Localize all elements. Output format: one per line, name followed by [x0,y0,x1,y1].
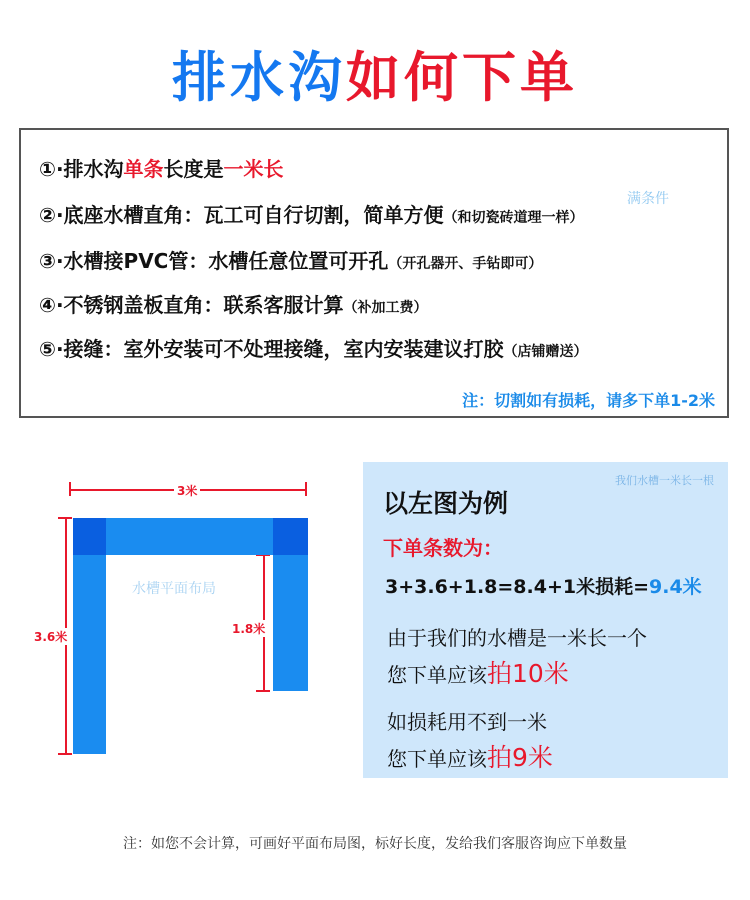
watermark: 满条件 [627,191,669,207]
left-corner [73,518,106,555]
rule-note: （和切瓷砖道理一样） [443,210,584,226]
example-small-note: 我们水槽一米长一根 [615,474,714,487]
rule-number: ⑤ [39,337,56,361]
rule-note: （补加工费） [343,300,428,316]
rule-number: ③ [39,249,56,273]
example-line-1: 由于我们的水槽是一米长一个 [387,626,647,650]
rule-number: ① [39,157,56,181]
right-corner [273,518,308,555]
example-line-4 [387,738,553,774]
rule-text: ·水槽接PVC管：水槽任意位置可开孔 [55,249,389,273]
formula-result: 9.4米 [649,576,702,598]
rule-text: ·接缝：室外安装可不处理接缝，室内安装建议打胶 [55,337,504,361]
title-part1: 排水沟 [172,46,346,109]
right-dimension-tick-bottom [256,690,270,692]
rule-2 [39,202,584,231]
title-part2: 如何下单 [346,46,578,109]
right-dimension-label: 1.8米 [232,622,266,636]
top-dimension-tick-left [69,482,71,496]
top-dimension-label: 3米 [174,482,200,499]
rule-3 [39,248,542,277]
rule-text: ·不锈钢盖板直角：联系客服计算 [55,293,344,317]
example-line-3: 如损耗用不到一米 [387,710,547,734]
layout-label: 水槽平面布局 [132,581,216,597]
rule-text: 长度是 [163,157,224,181]
rule-number: ② [39,203,56,227]
rule-text: ·底座水槽直角：瓦工可自行切割，简单方便 [55,203,444,227]
rules-box [19,128,729,418]
formula-text: 3+3.6+1.8=8.4+1米损耗= [385,576,650,598]
example-line-2 [387,654,569,690]
example-title: 以左图为例 [383,489,509,518]
loss-note: 注：切割如有损耗，请多下单1-2米 [462,391,715,410]
rule-note: （店铺赠送） [503,344,588,360]
rule-note: （开孔器开、手钻即可） [388,256,543,272]
rule-text: ·排水沟 [55,157,124,181]
rule-highlight: 单条 [123,157,164,181]
line-highlight: 拍10米 [487,659,569,688]
rule-number: ④ [39,293,56,317]
example-formula [385,572,702,599]
footer-note: 注：如您不会计算，可画好平面布局图，标好长度，发给我们客服咨询应下单数量 [123,836,627,852]
left-dimension-tick-bottom [58,753,72,755]
left-dimension-label: 3.6米 [34,630,68,644]
line-prefix: 您下单应该 [387,747,487,771]
line-highlight: 拍9米 [487,743,553,772]
line-prefix: 您下单应该 [387,663,487,687]
rule-highlight: 一米长 [223,157,284,181]
left-dimension-tick-top [58,517,72,519]
page-title [0,48,750,108]
rule-4 [39,292,428,321]
example-subtitle: 下单条数为： [383,536,503,560]
rule-5 [39,336,588,365]
rule-1 [39,156,284,182]
top-dimension-tick-right [305,482,307,496]
example-box [363,462,728,778]
